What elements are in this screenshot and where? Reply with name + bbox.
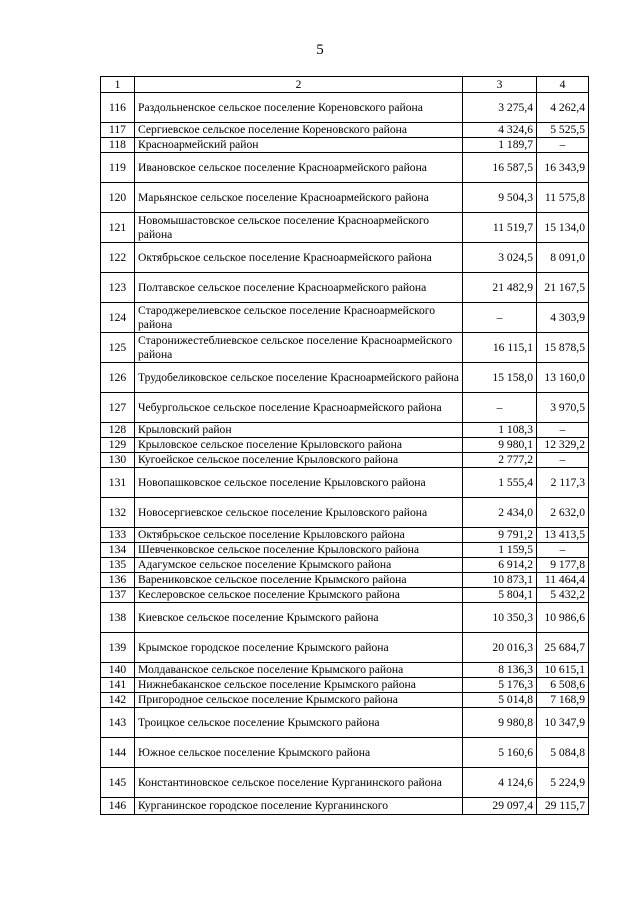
row-number: 138: [101, 603, 135, 633]
row-value-3: 1 555,4: [463, 468, 537, 498]
row-value-3: 9 980,1: [463, 438, 537, 453]
row-number: 125: [101, 333, 135, 363]
table-row: [101, 693, 589, 708]
row-name: Новосергиевское сельское поселение Крыловского района: [135, 498, 463, 528]
row-name: Сергиевское сельское поселение Кореновского района: [135, 123, 463, 138]
table-row: [101, 153, 589, 183]
row-value-4: 16 343,9: [537, 153, 589, 183]
row-value-3: 6 914,2: [463, 558, 537, 573]
row-value-4: 21 167,5: [537, 273, 589, 303]
row-name: Раздольненское сельское поселение Кореновского района: [135, 93, 463, 123]
row-name: Кугоейское сельское поселение Крыловского района: [135, 453, 463, 468]
row-value-4: 11 464,4: [537, 573, 589, 588]
row-value-4: 8 091,0: [537, 243, 589, 273]
row-name: Варениковское сельское поселение Крымского района: [135, 573, 463, 588]
row-value-4: 5 432,2: [537, 588, 589, 603]
row-value-3: 4 124,6: [463, 768, 537, 798]
row-value-3: 29 097,4: [463, 798, 537, 815]
row-number: 132: [101, 498, 135, 528]
row-value-3: 2 777,2: [463, 453, 537, 468]
row-value-4: 13 160,0: [537, 363, 589, 393]
row-value-3: 4 324,6: [463, 123, 537, 138]
row-value-4: 5 224,9: [537, 768, 589, 798]
row-number: 131: [101, 468, 135, 498]
page-number: 5: [316, 42, 324, 58]
row-value-3: 21 482,9: [463, 273, 537, 303]
row-value-4: 13 413,5: [537, 528, 589, 543]
row-value-3: 10 873,1: [463, 573, 537, 588]
table-header-row: [101, 77, 589, 93]
table-row: [101, 738, 589, 768]
row-value-3: 9 504,3: [463, 183, 537, 213]
row-number: 145: [101, 768, 135, 798]
column-header-3: 3: [463, 77, 537, 93]
row-number: 137: [101, 588, 135, 603]
table-row: [101, 453, 589, 468]
row-value-3: 16 115,1: [463, 333, 537, 363]
row-value-3: 10 350,3: [463, 603, 537, 633]
table-row: [101, 363, 589, 393]
table-row: [101, 393, 589, 423]
row-name: Марьянское сельское поселение Красноармейского района: [135, 183, 463, 213]
column-header-2: 2: [135, 77, 463, 93]
column-header-1: 1: [101, 77, 135, 93]
row-value-3: 5 804,1: [463, 588, 537, 603]
table-row: [101, 543, 589, 558]
row-number: 118: [101, 138, 135, 153]
table-row: [101, 678, 589, 693]
row-name: Староджерелиевское сельское поселение Красноармейского района: [135, 303, 463, 333]
row-name: Красноармейский район: [135, 138, 463, 153]
row-number: 143: [101, 708, 135, 738]
table-row: [101, 573, 589, 588]
row-number: 119: [101, 153, 135, 183]
row-value-4: 29 115,7: [537, 798, 589, 815]
row-name: Новомышастовское сельское поселение Красноармейского района: [135, 213, 463, 243]
row-number: 120: [101, 183, 135, 213]
table-row: [101, 273, 589, 303]
row-number: 130: [101, 453, 135, 468]
row-value-4: –: [537, 453, 589, 468]
row-value-4: 5 525,5: [537, 123, 589, 138]
row-value-4: 15 878,5: [537, 333, 589, 363]
table-row: [101, 663, 589, 678]
row-value-4: 10 347,9: [537, 708, 589, 738]
row-value-3: 1 159,5: [463, 543, 537, 558]
row-value-3: 3 024,5: [463, 243, 537, 273]
row-value-3: 11 519,7: [463, 213, 537, 243]
row-number: 139: [101, 633, 135, 663]
row-value-3: 2 434,0: [463, 498, 537, 528]
row-value-4: –: [537, 138, 589, 153]
row-value-3: 20 016,3: [463, 633, 537, 663]
row-value-4: 2 632,0: [537, 498, 589, 528]
row-name: Адагумское сельское поселение Крымского района: [135, 558, 463, 573]
row-name: Пригородное сельское поселение Крымского района: [135, 693, 463, 708]
row-name: Крыловское сельское поселение Крыловского района: [135, 438, 463, 453]
row-value-3: 1 189,7: [463, 138, 537, 153]
table-row: [101, 303, 589, 333]
row-number: 133: [101, 528, 135, 543]
table-row: [101, 633, 589, 663]
table-row: [101, 423, 589, 438]
row-value-3: 3 275,4: [463, 93, 537, 123]
row-value-4: 15 134,0: [537, 213, 589, 243]
row-name: Чебургольское сельское поселение Красноармейского района: [135, 393, 463, 423]
row-value-3: 5 160,6: [463, 738, 537, 768]
row-name: Киевское сельское поселение Крымского района: [135, 603, 463, 633]
table-row: [101, 768, 589, 798]
row-value-4: –: [537, 543, 589, 558]
row-value-3: 15 158,0: [463, 363, 537, 393]
row-number: 144: [101, 738, 135, 768]
row-number: 140: [101, 663, 135, 678]
table-row: [101, 123, 589, 138]
row-value-4: 11 575,8: [537, 183, 589, 213]
row-name: Октябрьское сельское поселение Крыловского района: [135, 528, 463, 543]
row-value-4: 7 168,9: [537, 693, 589, 708]
row-name: Ивановское сельское поселение Красноармейского района: [135, 153, 463, 183]
row-number: 141: [101, 678, 135, 693]
row-number: 126: [101, 363, 135, 393]
table-row: [101, 603, 589, 633]
table-row: [101, 333, 589, 363]
row-number: 123: [101, 273, 135, 303]
table-row: [101, 213, 589, 243]
row-name: Шевченковское сельское поселение Крыловского района: [135, 543, 463, 558]
row-number: 127: [101, 393, 135, 423]
row-name: Старонижестеблиевское сельское поселение Красноармейского района: [135, 333, 463, 363]
table-row: [101, 798, 589, 815]
row-value-4: 6 508,6: [537, 678, 589, 693]
row-name: Полтавское сельское поселение Красноармейского района: [135, 273, 463, 303]
row-number: 135: [101, 558, 135, 573]
row-name: Молдаванское сельское поселение Крымского района: [135, 663, 463, 678]
row-number: 121: [101, 213, 135, 243]
table-row: [101, 183, 589, 213]
row-name: Новопашковское сельское поселение Крыловского района: [135, 468, 463, 498]
row-number: 128: [101, 423, 135, 438]
row-name: Троицкое сельское поселение Крымского района: [135, 708, 463, 738]
row-name: Кеслеровское сельское поселение Крымского района: [135, 588, 463, 603]
row-value-3: 5 176,3: [463, 678, 537, 693]
row-value-4: –: [537, 423, 589, 438]
table-row: [101, 438, 589, 453]
row-number: 142: [101, 693, 135, 708]
row-value-3: 9 791,2: [463, 528, 537, 543]
row-value-4: 4 262,4: [537, 93, 589, 123]
row-name: Курганинское городское поселение Курганинского: [135, 798, 463, 815]
table-row: [101, 708, 589, 738]
row-value-3: 1 108,3: [463, 423, 537, 438]
column-header-4: 4: [537, 77, 589, 93]
row-value-4: 10 986,6: [537, 603, 589, 633]
row-number: 136: [101, 573, 135, 588]
table-row: [101, 93, 589, 123]
row-number: 122: [101, 243, 135, 273]
row-value-4: 4 303,9: [537, 303, 589, 333]
table-row: [101, 468, 589, 498]
row-value-3: –: [463, 393, 537, 423]
row-value-4: 10 615,1: [537, 663, 589, 678]
row-value-3: 9 980,8: [463, 708, 537, 738]
row-value-3: 16 587,5: [463, 153, 537, 183]
table-row: [101, 243, 589, 273]
row-value-4: 2 117,3: [537, 468, 589, 498]
table-row: [101, 588, 589, 603]
row-value-4: 3 970,5: [537, 393, 589, 423]
row-value-4: 9 177,8: [537, 558, 589, 573]
row-name: Крымское городское поселение Крымского района: [135, 633, 463, 663]
row-name: Крыловский район: [135, 423, 463, 438]
row-name: Константиновское сельское поселение Курганинского района: [135, 768, 463, 798]
row-value-4: 25 684,7: [537, 633, 589, 663]
row-name: Нижнебаканское сельское поселение Крымского района: [135, 678, 463, 693]
row-value-3: –: [463, 303, 537, 333]
row-number: 134: [101, 543, 135, 558]
row-number: 124: [101, 303, 135, 333]
row-name: Южное сельское поселение Крымского района: [135, 738, 463, 768]
table-row: [101, 558, 589, 573]
row-value-4: 5 084,8: [537, 738, 589, 768]
row-number: 116: [101, 93, 135, 123]
row-number: 129: [101, 438, 135, 453]
row-value-3: 8 136,3: [463, 663, 537, 678]
budget-table: [100, 76, 589, 815]
row-name: Октябрьское сельское поселение Красноармейского района: [135, 243, 463, 273]
row-name: Трудобеликовское сельское поселение Красноармейского района: [135, 363, 463, 393]
table-row: [101, 498, 589, 528]
row-number: 146: [101, 798, 135, 815]
row-value-3: 5 014,8: [463, 693, 537, 708]
table-row: [101, 528, 589, 543]
table-row: [101, 138, 589, 153]
row-value-4: 12 329,2: [537, 438, 589, 453]
row-number: 117: [101, 123, 135, 138]
